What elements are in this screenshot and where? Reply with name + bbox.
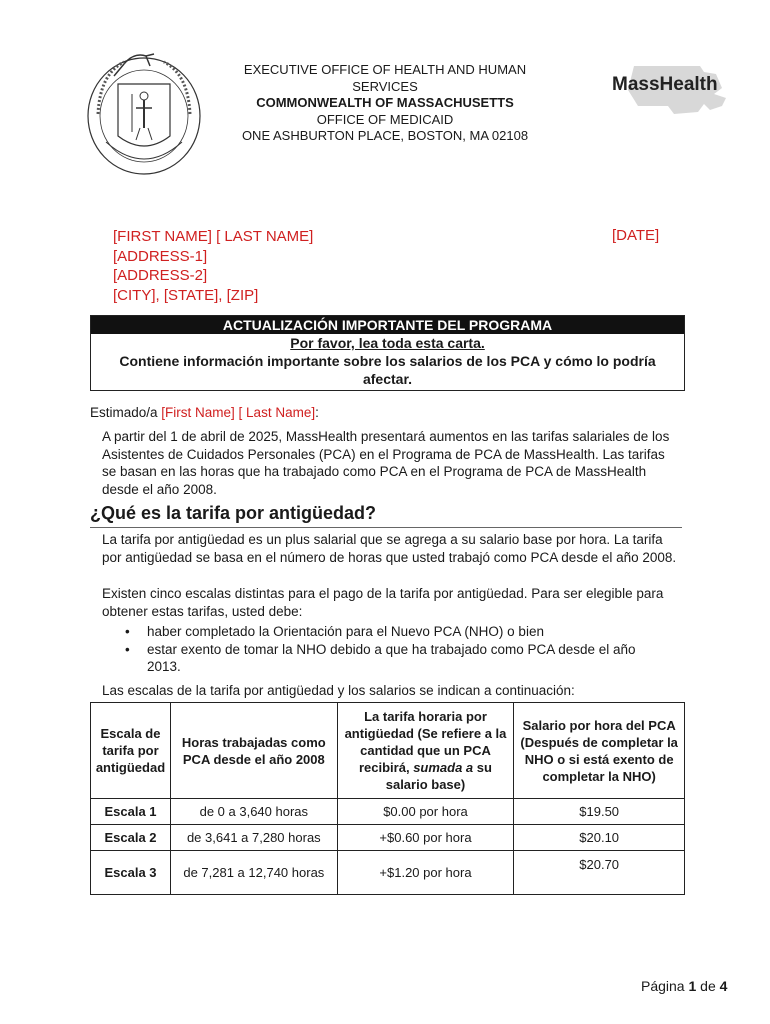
letterhead <box>210 62 560 145</box>
header-line: EXECUTIVE OFFICE OF HEALTH AND HUMAN <box>243 62 527 77</box>
table-cell: de 7,281 a 12,740 horas <box>170 851 337 895</box>
table-header-row <box>91 703 685 799</box>
table-cell: de 3,641 a 7,280 horas <box>170 825 337 851</box>
list-item: • estar exento de tomar la NHO debido a que ha trabajado como PCA desde el año 2013. <box>122 641 662 676</box>
table-cell: $19.50 <box>514 799 685 825</box>
page-separator: de <box>696 978 720 994</box>
table-cell: Escala 1 <box>91 799 171 825</box>
masshealth-logo <box>604 60 728 124</box>
header-line: COMMONWEALTH OF MASSACHUSETTS <box>256 95 514 110</box>
table-header: Escala de tarifa por antigüedad <box>91 703 171 799</box>
table-cell: +$0.60 por hora <box>337 825 514 851</box>
section-paragraph: Las escalas de la tarifa por antigüedad y los salarios se indican a continuación: <box>102 683 575 698</box>
total-pages: 4 <box>719 978 728 994</box>
greeting-prefix: Estimado/a <box>90 405 162 420</box>
recipient-address1: [ADDRESS-1] <box>113 247 208 265</box>
header-line: OFFICE OF MEDICAID <box>316 111 454 127</box>
massachusetts-seal <box>84 44 204 178</box>
notice-line: Por favor, lea toda esta carta. <box>290 335 485 351</box>
page-prefix: Página <box>641 978 689 994</box>
table-row <box>91 799 685 825</box>
table-header-text: su salario base) <box>385 760 492 792</box>
notice-line: Contiene información importante sobre los salarios de los PCA y cómo lo podría <box>119 353 656 369</box>
header-line: ONE ASHBURTON PLACE, BOSTON, MA 02108 <box>241 128 529 143</box>
svg-text:MassHealth: MassHealth <box>612 74 718 95</box>
table-cell: $0.00 por hora <box>337 799 514 825</box>
table-header-emphasis: sumada a <box>413 760 474 775</box>
section-heading: ¿Qué es la tarifa por antigüedad? <box>90 503 682 528</box>
letter-date: [DATE] <box>612 227 660 244</box>
table-header: Salario por hora del PCA (Después de completar la NHO o si está exento de completar la NHO) <box>514 703 685 799</box>
eligibility-list <box>122 623 662 676</box>
table-cell: +$1.20 por hora <box>337 851 514 895</box>
header-line: SERVICES <box>352 78 418 94</box>
greeting-name: [First Name] [ Last Name] <box>161 405 316 420</box>
table-header <box>337 703 514 799</box>
recipient-name: [FIRST NAME] [ LAST NAME] <box>113 228 314 245</box>
recipient-address2: [ADDRESS-2] <box>113 267 208 284</box>
table-header: Horas trabajadas como PCA desde el año 2008 <box>170 703 337 799</box>
greeting-suffix: : <box>315 405 319 420</box>
notice-box <box>90 315 685 391</box>
page-number <box>641 978 727 994</box>
table-cell: $20.10 <box>514 825 685 851</box>
recipient-city: [CITY], [STATE], [ZIP] <box>113 286 259 304</box>
section-paragraph: La tarifa por antigüedad es un plus salarial que se agrega a su salario base por hora. La tarifa por antigüedad se basa en el número de horas que usted trabajó como PCA desde el año 2008. <box>102 532 677 565</box>
notice-line: afectar. <box>362 371 413 387</box>
table-row <box>91 825 685 851</box>
greeting <box>90 405 319 420</box>
table-cell: $20.70 <box>514 851 685 895</box>
rate-table <box>90 702 685 895</box>
section-paragraph: Existen cinco escalas distintas para el pago de la tarifa por antigüedad. Para ser elegible para obtener estas tarifas, usted debe: <box>102 586 664 619</box>
table-cell: de 0 a 3,640 horas <box>170 799 337 825</box>
notice-title: ACTUALIZACIÓN IMPORTANTE DEL PROGRAMA <box>91 316 684 334</box>
intro-paragraph: A partir del 1 de abril de 2025, MassHealth presentará aumentos en las tarifas salariales de los Asistentes de Cuidados Personales (PCA) en el Programa de PCA de MassHealth. Las tarifas se basan en las horas que ha trabajado como PCA en el Programa de PCA de MassHealth desde el año 2008. <box>102 429 670 497</box>
table-header-text: La tarifa horaria por antigüedad (Se refiere a la cantidad que un PCA recibirá, <box>344 709 507 775</box>
recipient-address <box>113 227 313 305</box>
list-item: • haber completado la Orientación para el Nuevo PCA (NHO) o bien <box>122 623 662 641</box>
table-cell: Escala 2 <box>91 825 171 851</box>
table-cell: Escala 3 <box>91 851 171 895</box>
table-row <box>91 851 685 895</box>
current-page: 1 <box>688 978 697 994</box>
